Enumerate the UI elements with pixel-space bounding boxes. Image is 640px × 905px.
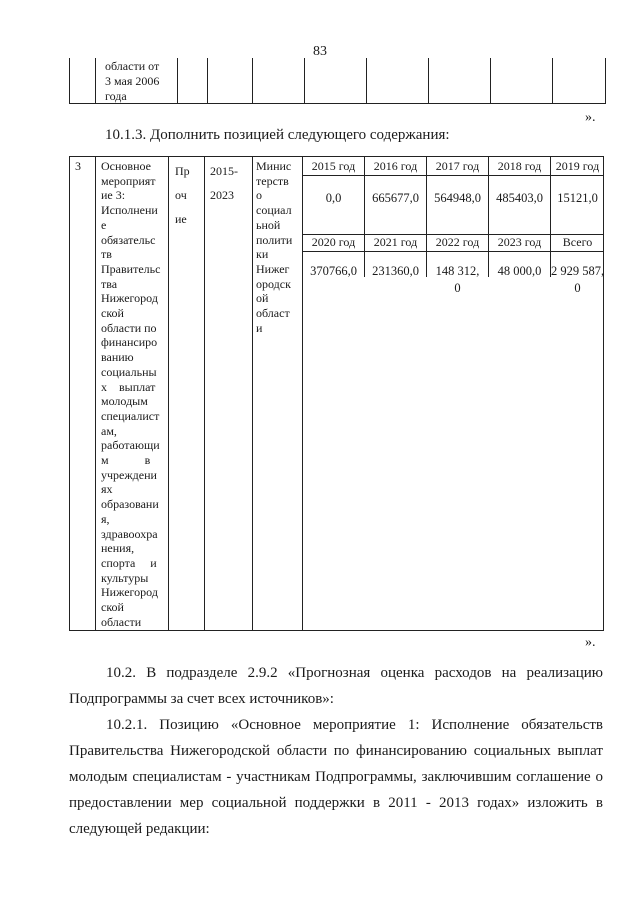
implementation-period: 2015- 2023	[210, 164, 238, 202]
paragraph-10-2: 10.2. В подразделе 2.9.2 «Прогнозная оценка расходов на реализацию Подпрограммы за счет всех источников»:	[69, 665, 603, 707]
year-header: 2015 год	[311, 159, 356, 173]
year-value: 231360,0	[372, 264, 419, 278]
year-header: 2021 год	[373, 235, 418, 249]
year-header: 2016 год	[373, 159, 418, 173]
year-header: 2018 год	[497, 159, 542, 173]
year-value: 485403,0	[496, 191, 543, 205]
executor: Минис терств о социал ьной полити ки Нижег ородск ой област и	[256, 159, 293, 335]
year-value: 665677,0	[372, 191, 419, 205]
event-description: Основное мероприят ие 3: Исполнени е обязательс тв Правительс тва Нижегород ской области по финансиро ванию социальны х выплат молодым специалист ам, работающи м в учреждени ях образовани я, здравоохра нения, спорта и культуры Нижегород ской области	[101, 159, 161, 629]
year-value: 370766,0	[310, 264, 357, 278]
closing-quote: ».	[585, 635, 596, 650]
year-value: 148 312, 0	[435, 264, 480, 295]
year-header: 2023 год	[497, 235, 542, 249]
previous-table-fragment	[69, 58, 606, 104]
row-number: 3	[75, 159, 81, 173]
closing-quote: ».	[585, 110, 596, 125]
year-value: 0,0	[325, 191, 342, 205]
year-header: 2020 год	[311, 235, 356, 249]
year-header: 2017 год	[435, 159, 480, 173]
section-heading: 10.1.3. Дополнить позицией следующего содержания:	[105, 127, 450, 143]
year-header: 2022 год	[435, 235, 480, 249]
total-value: 2 929 587, 0	[551, 264, 605, 295]
page-number: 83	[313, 44, 327, 59]
previous-table-cell-text: области от 3 мая 2006 года	[105, 59, 160, 103]
program-table	[69, 156, 604, 631]
total-header: Всего	[562, 235, 593, 249]
year-header: 2019 год	[555, 159, 600, 173]
year-value: 48 000,0	[497, 264, 542, 278]
year-value: 564948,0	[434, 191, 481, 205]
expense-category: Пр оч ие	[175, 164, 190, 226]
year-value: 15121,0	[557, 191, 598, 205]
paragraph-10-2-1: 10.2.1. Позицию «Основное мероприятие 1: Исполнение обязательств Правительства Нижегородской области по финансированию социальных выплат молодым специалистам - участникам Подпрограммы, заключившим соглашение о предоставлении мер социальной поддержки в 2011 - 2013 годах» изложить в следующей редакции:	[69, 717, 603, 837]
